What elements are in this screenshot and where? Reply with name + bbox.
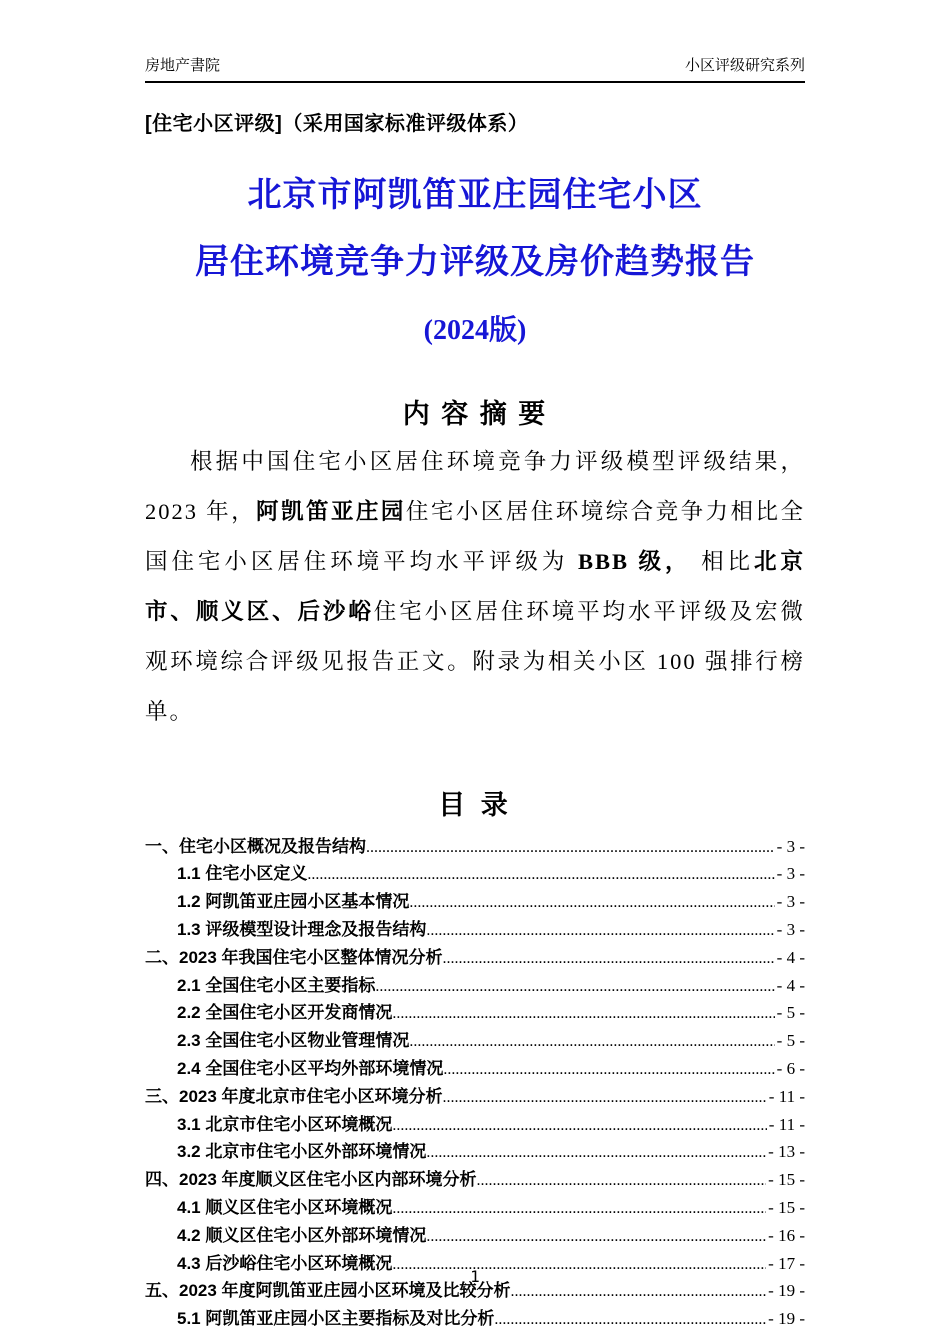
toc-entry-title: 2.2 全国住宅小区开发商情况 [177,1003,393,1023]
toc-entry-page: - 5 - [776,1031,805,1051]
toc-entry[interactable] [145,1223,805,1251]
toc-entry-page: - 4 - [776,975,805,995]
toc-leader-dots [494,1307,766,1334]
toc-entry-title: 三、2023 年度北京市住宅小区环境分析 [145,1086,443,1106]
toc-entry[interactable] [145,1139,805,1167]
toc-entry-title: 2.1 全国住宅小区主要指标 [177,975,376,995]
toc-entry-title: 一、住宅小区概况及报告结构 [145,836,366,856]
toc-entry-page: - 13 - [768,1142,805,1162]
toc-entry[interactable] [145,889,805,917]
toc-entry-title: 二、2023 年我国住宅小区整体情况分析 [145,947,443,967]
toc-entry[interactable] [145,1167,805,1195]
toc-entry[interactable] [145,1084,805,1112]
title-block [145,176,805,348]
toc-leader-dots [443,1085,767,1112]
toc-entry[interactable] [145,834,805,862]
toc-leader-dots [477,1168,767,1195]
toc-entry-title: 4.1 顺义区住宅小区环境概况 [177,1197,393,1217]
toc-entry[interactable] [145,973,805,1001]
toc-leader-dots [307,862,774,889]
toc-entry-page: - 3 - [776,919,805,939]
abstract-heading: 内 容 摘 要 [402,398,548,429]
toc-entry-page: - 6 - [776,1058,805,1078]
toc-entry-page: - 11 - [768,1086,805,1106]
toc-entry[interactable] [145,1000,805,1028]
report-title-line2: 居住环境竞争力评级及房价趋势报告 [195,243,755,281]
toc-leader-dots [409,1029,774,1056]
abstract-bold-text: 北京市、顺义区、后沙峪 [145,548,805,624]
toc-leader-dots [392,1113,766,1140]
toc-entry-page: - 5 - [776,1003,805,1023]
toc-entry-title: 2.3 全国住宅小区物业管理情况 [177,1031,410,1051]
toc-leader-dots [392,1196,766,1223]
toc-list [145,834,805,1334]
toc-entry-page: - 17 - [768,1253,805,1273]
toc-entry-title: 1.1 住宅小区定义 [177,864,308,884]
toc-entry[interactable] [145,1112,805,1140]
abstract-paragraph [145,437,805,737]
toc-entry-page: - 3 - [776,864,805,884]
toc-entry-title: 四、2023 年度顺义区住宅小区内部环境分析 [145,1170,477,1190]
toc-entry-page: - 4 - [776,947,805,967]
toc-entry-title: 5.1 阿凯笛亚庄园小区主要指标及对比分析 [177,1309,495,1329]
header-right-text: 小区评级研究系列 [684,57,805,74]
toc-entry-page: - 3 - [776,836,805,856]
toc-entry-title: 4.3 后沙峪住宅小区环境概况 [177,1253,393,1273]
toc-entry[interactable] [145,861,805,889]
page-header [145,54,805,83]
toc-entry-title: 3.1 北京市住宅小区环境概况 [177,1114,393,1134]
toc-entry[interactable] [145,945,805,973]
toc-entry[interactable] [145,1195,805,1223]
toc-leader-dots [366,835,775,862]
toc-entry[interactable] [145,1056,805,1084]
toc-leader-dots [426,1224,766,1251]
toc-leader-dots [392,1001,774,1028]
page-number: 1 [470,1267,480,1286]
toc-entry-title: 4.2 顺义区住宅小区外部环境情况 [177,1225,427,1245]
toc-entry-page: - 11 - [768,1114,805,1134]
toc-entry-page: - 15 - [768,1170,805,1190]
toc-entry-page: - 3 - [776,892,805,912]
report-title-line1: 北京市阿凯笛亚庄园住宅小区 [247,177,703,214]
report-type-label: [住宅小区评级]（采用国家标准评级体系） [145,113,529,135]
toc-entry-page: - 19 - [768,1309,805,1329]
toc-entry-page: - 16 - [768,1225,805,1245]
toc-entry-page: - 15 - [768,1197,805,1217]
toc-entry-title: 1.2 阿凯笛亚庄园小区基本情况 [177,892,410,912]
abstract-text: 相比 [691,548,754,574]
abstract-text: 住宅小区居住环境平均水平评级及宏微观环境综合评级见报告正文。附录为相关小区 100 强排行榜单。 [145,598,805,724]
toc-entry[interactable] [145,917,805,945]
toc-entry-title: 五、2023 年度阿凯笛亚庄园小区环境及比较分析 [145,1281,511,1301]
header-left-text: 房地产書院 [145,57,221,74]
toc-leader-dots [409,890,774,917]
toc-entry[interactable] [145,1306,805,1334]
toc-entry-title: 3.2 北京市住宅小区外部环境情况 [177,1142,427,1162]
abstract-bold-text: 阿凯笛亚庄园 [256,498,406,524]
abstract-bold-text: BBB 级， [577,548,692,574]
toc-leader-dots [443,1057,774,1084]
toc-entry-title: 1.3 评级模型设计理念及报告结构 [177,919,427,939]
toc-leader-dots [426,918,774,945]
toc-heading: 目 录 [438,789,512,820]
toc-entry[interactable] [145,1028,805,1056]
report-edition: (2024版) [423,314,527,346]
toc-entry-title: 2.4 全国住宅小区平均外部环境情况 [177,1058,444,1078]
toc-leader-dots [375,974,774,1001]
toc-leader-dots [443,946,775,973]
abstract-text: 住宅小区居住环境综合竞争力相比全国住宅小区居住环境平均水平评级为 [145,498,805,574]
toc-entry-page: - 19 - [768,1281,805,1301]
abstract-text: 根据中国住宅小区居住环境竞争力评级模型评级结果，2023 年， [145,448,805,524]
toc-leader-dots [426,1140,766,1167]
